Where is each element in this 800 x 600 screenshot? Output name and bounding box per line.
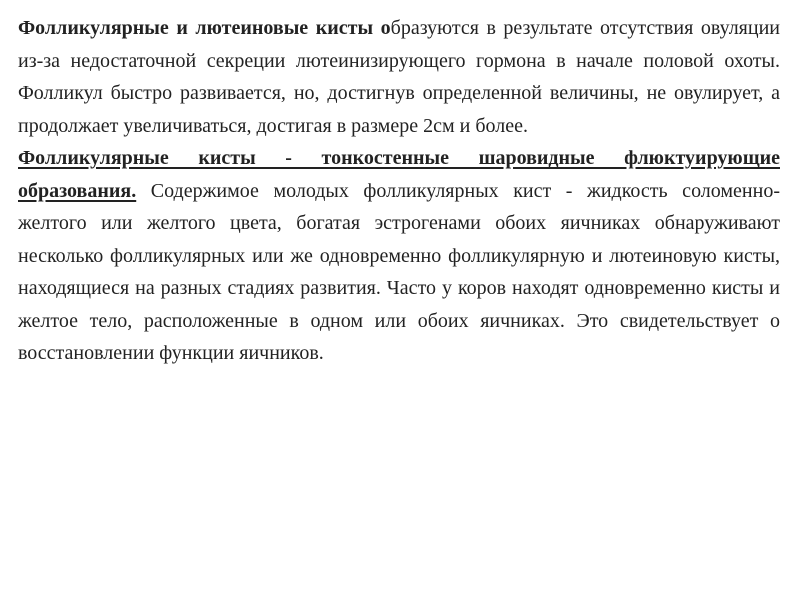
- paragraph-follicular-cysts-description: [18, 142, 780, 370]
- paragraph-1-text: бразуются в результате отсутствия овуляции из-за недостаточной секреции лютеинизирующего гормона в начале половой охоты. Фолликул быстро развивается, но, достигнув определенной величины, не овулирует, а продолжает увеличиваться, достигая в размере 2см и более.: [18, 17, 780, 137]
- slide-content: [18, 12, 780, 370]
- paragraph-2-text: Содержимое молодых фолликулярных кист - жидкость соломенно-желтого или желтого цвета, богатая эстрогенами обоих яичниках обнаруживают несколько фолликулярных или же одновременно фолликулярную и лютеиновую кисты, находящиеся на разных стадиях развития. Часто у коров находят одновременно кисты и желтое тело, расположенные в одном или обоих яичниках. Это свидетельствует о восстановлении функции яичников.: [18, 179, 780, 364]
- paragraph-follicular-luteal-cysts: [18, 12, 780, 142]
- paragraph-2-bold-lead: Фолликулярные кисты - тонкостенные шаровидные флюктуирующие образования.: [18, 147, 780, 202]
- paragraph-1-bold-lead: Фолликулярные и лютеиновые кисты о: [18, 17, 391, 39]
